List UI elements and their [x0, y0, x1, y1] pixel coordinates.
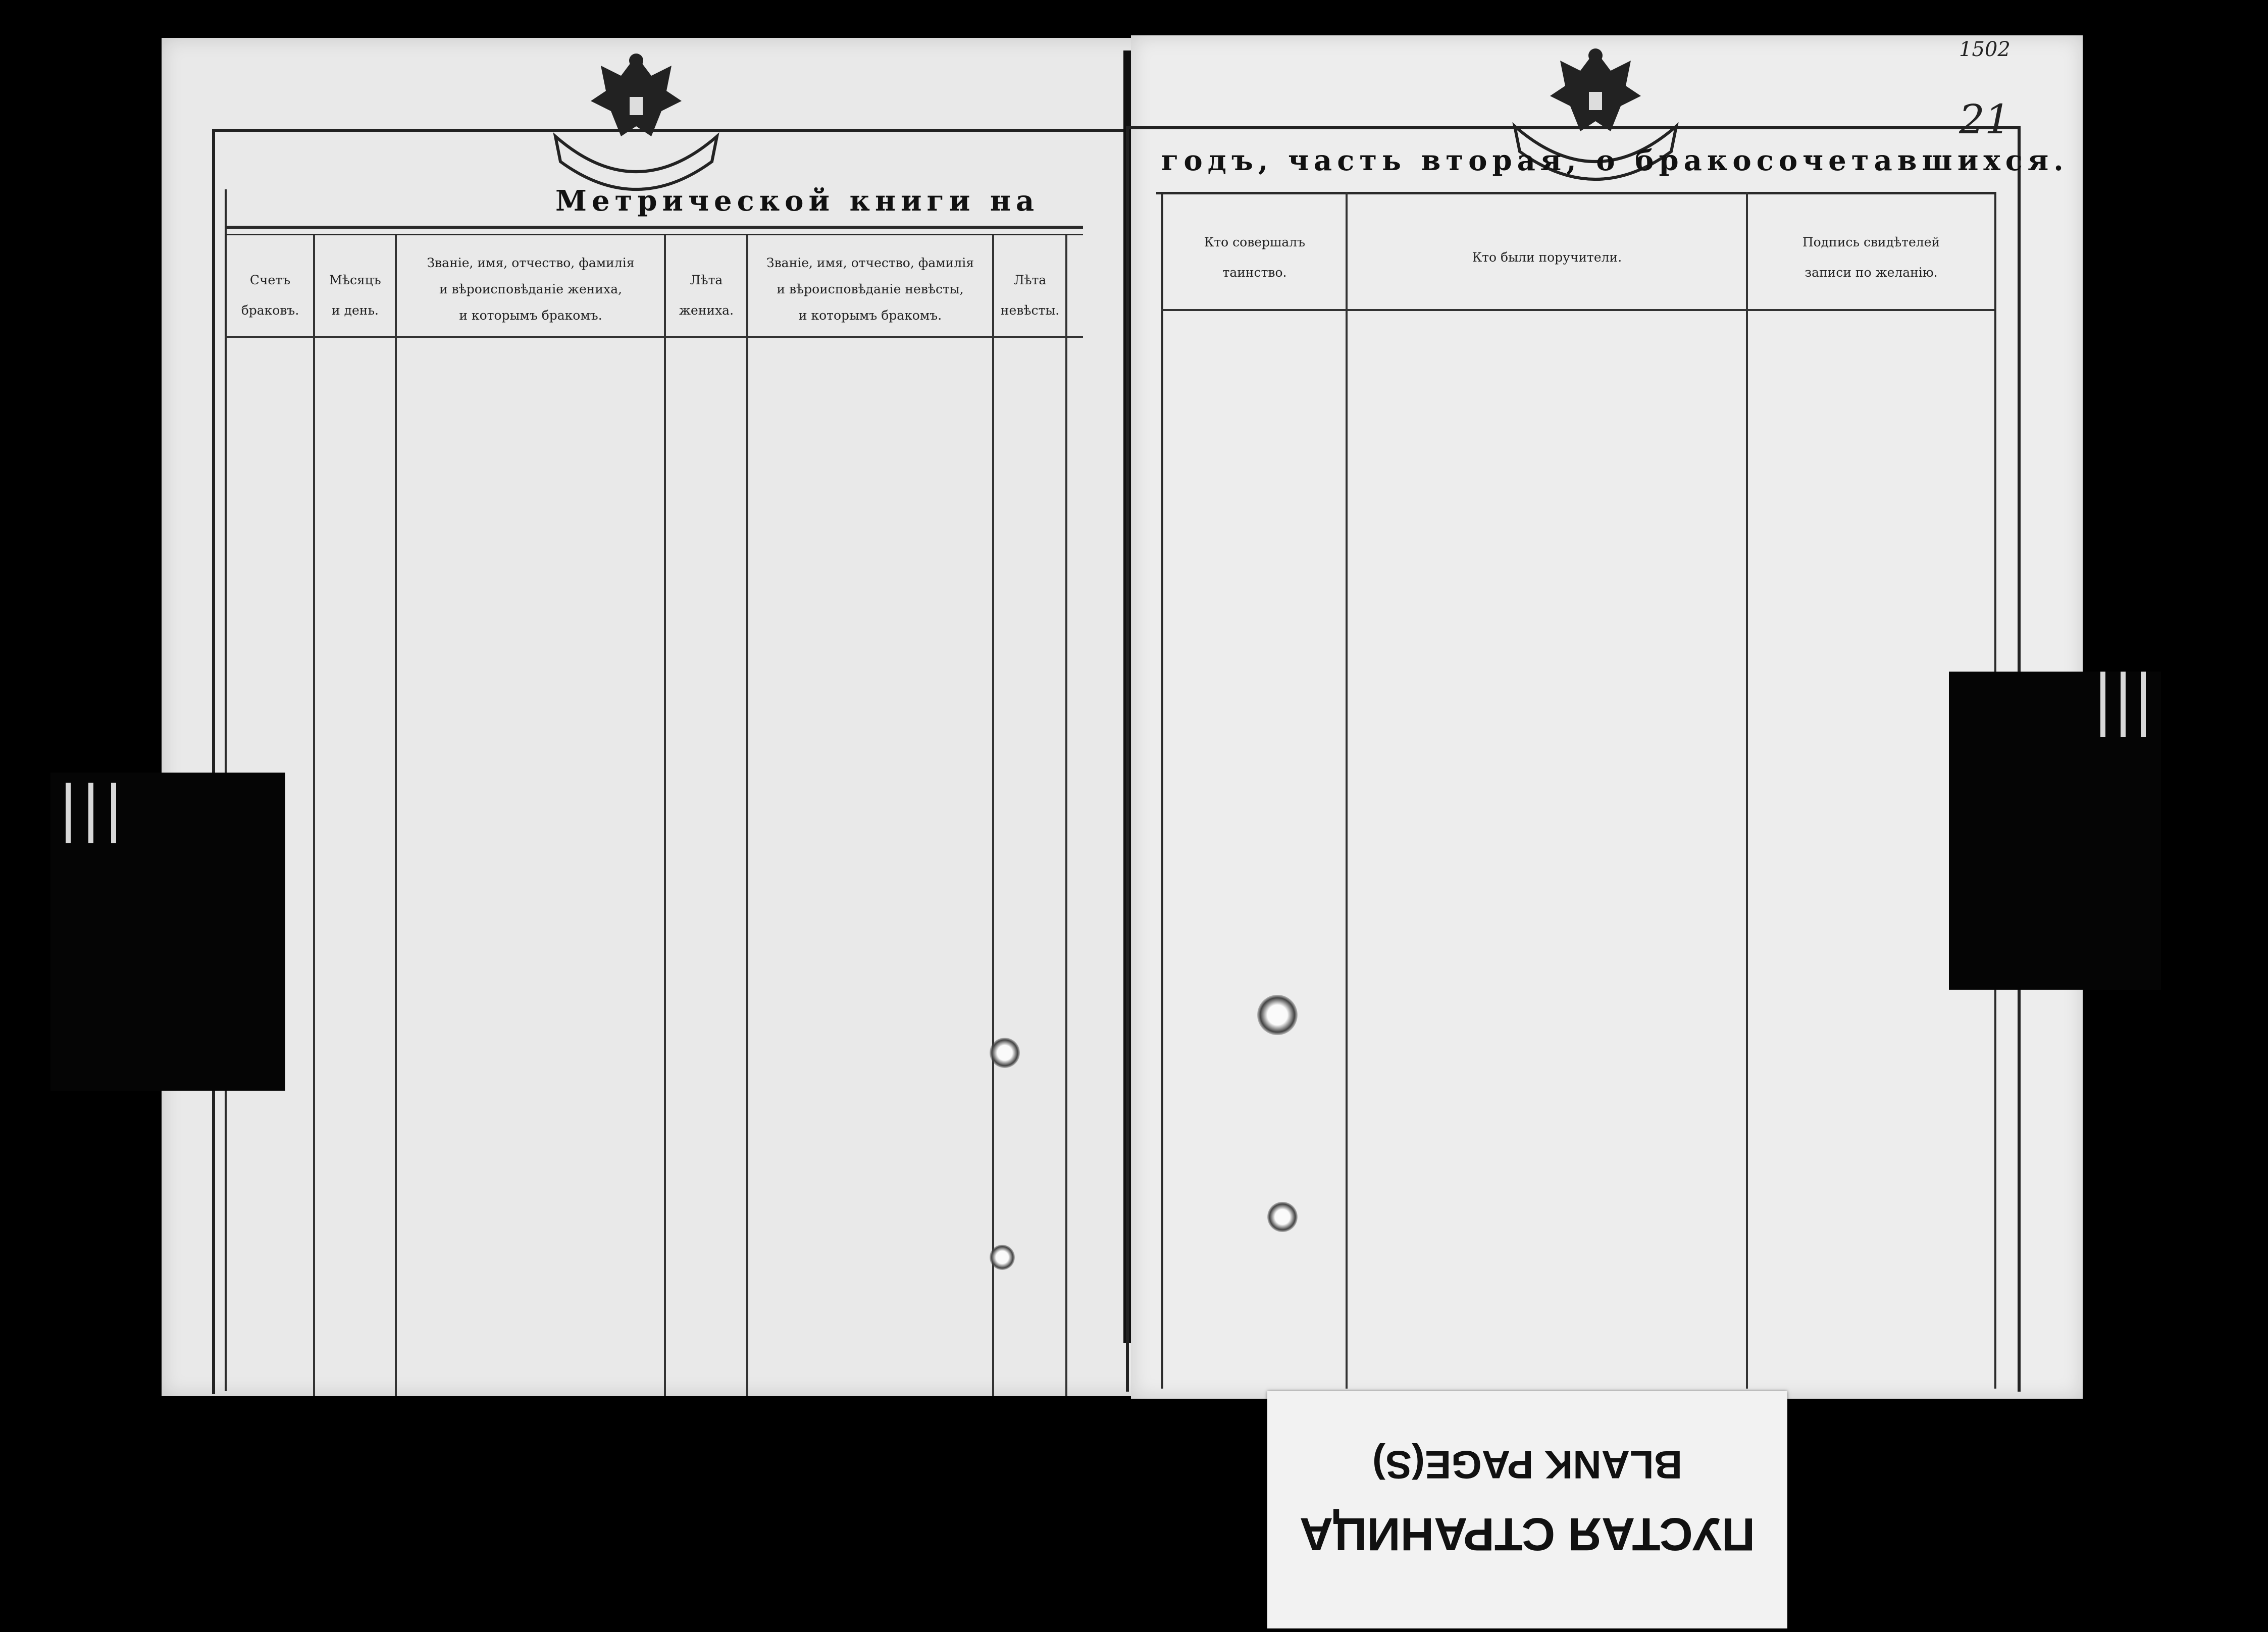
clip-bar — [88, 783, 93, 843]
col-header-line: Счетъ — [249, 273, 291, 287]
right-page-title: годъ, часть вторая, о бракосочетавшихся. — [1161, 144, 2069, 177]
right-table-frame — [1126, 126, 2021, 1392]
right-page — [1131, 35, 2083, 1399]
col-header-line: невѣсты. — [1000, 303, 1060, 318]
left-col-header-4 — [666, 265, 746, 326]
left-col-divider-2 — [395, 235, 397, 1396]
right-header-bottom-line — [1161, 309, 1994, 311]
right-col-divider-1 — [1346, 192, 1348, 1389]
col-header-line: и день. — [331, 303, 379, 318]
col-header-line: таинство. — [1222, 265, 1287, 280]
col-header-line: браковъ. — [241, 303, 299, 318]
right-inner-frame-left — [1161, 192, 1163, 1389]
left-col-header-2 — [316, 265, 395, 326]
col-header-line: Кто совершалъ — [1204, 235, 1306, 249]
binder-clip-left — [50, 773, 285, 1091]
col-header-line: и вѣроисповѣданіе жениха, — [439, 282, 623, 296]
clip-bar — [2141, 672, 2146, 737]
col-header-line: Мѣсяцъ — [329, 273, 381, 287]
blank-page-stamp — [1267, 1391, 1787, 1628]
col-header-line: и которымъ бракомъ. — [459, 308, 602, 323]
clip-bar — [2100, 672, 2105, 737]
col-header-line: Лѣта — [690, 273, 723, 287]
clip-bar — [111, 783, 116, 843]
col-header-line: Подпись свидѣтелей — [1802, 235, 1940, 249]
left-col-header-3 — [397, 250, 664, 329]
left-col-divider-3 — [664, 235, 666, 1396]
col-header-line: Званіе, имя, отчество, фамилія — [427, 256, 635, 270]
right-inner-frame-top — [1156, 192, 1994, 194]
left-col-divider-1 — [313, 235, 315, 1396]
right-col-divider-2 — [1746, 192, 1748, 1389]
left-col-header-6 — [995, 265, 1065, 326]
col-header-line: и которымъ бракомъ. — [798, 308, 942, 323]
col-header-line: записи по желанію. — [1805, 265, 1938, 280]
corner-number: 1502 — [1959, 38, 2011, 61]
paper-hole — [990, 1038, 1020, 1068]
clip-bar — [2121, 672, 2126, 737]
right-col-header-3 — [1748, 227, 1994, 288]
col-header-line: жениха. — [679, 303, 734, 318]
col-header-line: Лѣта — [1013, 273, 1047, 287]
left-col-header-5 — [748, 250, 992, 329]
page-number: 21 — [1959, 96, 2011, 143]
clip-bar — [66, 783, 71, 843]
paper-hole — [1267, 1202, 1298, 1232]
stamp-line-empty: ПУСТАЯ СТРАНИЦА — [1299, 1508, 1756, 1560]
left-page-title: Метрической книги на — [555, 184, 1040, 218]
left-page — [162, 38, 1154, 1396]
left-inner-frame-top — [225, 226, 1083, 229]
col-header-line: Званіе, имя, отчество, фамилія — [766, 256, 974, 270]
left-inner-frame-top2 — [225, 234, 1083, 235]
right-col-header-1 — [1164, 227, 1346, 288]
stamp-line-blank: BLANK PAGE(S) — [1372, 1443, 1682, 1487]
left-col-divider-6 — [1065, 235, 1067, 1396]
left-col-header-1 — [227, 265, 313, 326]
left-header-bottom-line — [225, 336, 1083, 338]
col-header-line: и вѣроисповѣданіе невѣсты, — [777, 282, 964, 296]
binder-clip-right — [1949, 672, 2161, 990]
col-header-line: Кто были поручители. — [1472, 250, 1622, 265]
paper-hole — [990, 1245, 1015, 1270]
left-col-divider-4 — [746, 235, 748, 1396]
left-col-divider-5 — [992, 235, 994, 1396]
right-col-header-2 — [1348, 242, 1746, 273]
paper-hole — [1257, 995, 1298, 1035]
